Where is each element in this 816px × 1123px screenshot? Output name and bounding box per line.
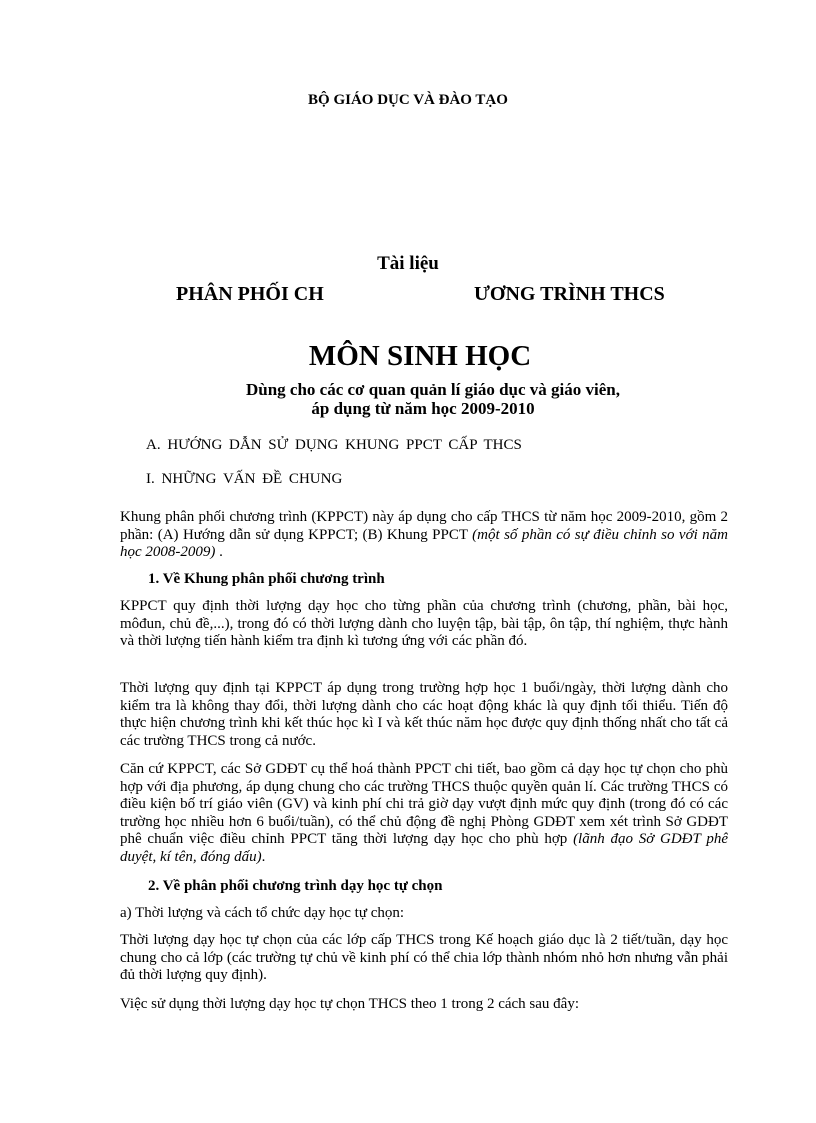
- subject-title: MÔN SINH HỌC: [308, 340, 532, 372]
- section-a-heading: A. HƯỚNG DẪN SỬ DỤNG KHUNG PPCT CẤP THCS: [146, 437, 522, 453]
- intro-note: (một số phần có sự điều chỉnh so với năm học 2008-2009): [120, 526, 728, 561]
- usage-line-2: áp dụng từ năm học 2009-2010: [311, 399, 535, 418]
- main-title-part1: PHÂN PHỐI CH: [176, 283, 324, 305]
- intro-end: .: [215, 544, 223, 561]
- ministry-header: BỘ GIÁO DỤC VÀ ĐÀO TẠO: [308, 92, 508, 108]
- intro-paragraph: [120, 509, 728, 562]
- section-i-heading: I. NHỮNG VẤN ĐỀ CHUNG: [146, 471, 343, 487]
- subsection-2-heading: 2. Về phân phối chương trình dạy học tự chọn: [148, 878, 443, 894]
- subsection-1-heading: 1. Về Khung phân phối chương trình: [148, 571, 385, 587]
- subsection-2-item-a: a) Thời lượng và cách tổ chức dạy học tự chọn:: [120, 905, 405, 921]
- intro-text: Khung phân phối chương trình (KPPCT) này áp dụng cho cấp THCS từ năm học 2009-2010, gồm 2 phần: (A) Hướng dẫn sử dụng KPPCT; (B) Khung PPCT: [120, 509, 728, 543]
- subsection-2-paragraph-1: Thời lượng dạy học tự chọn của các lớp cấp THCS trong Kế hoạch giáo dục là 2 tiết/tuần, dạy học chung cho cả lớp (các trường tự chủ về kinh phí có thể chia lớp thành nhóm nhỏ hơn nhưng vẫn phải đủ thời lượng quy định).: [120, 932, 728, 984]
- paragraph-3-end: .: [261, 848, 266, 865]
- main-title-part2: ƯƠNG TRÌNH THCS: [474, 283, 665, 305]
- subsection-1-paragraph-2: Thời lượng quy định tại KPPCT áp dụng trong trường hợp học 1 buổi/ngày, thời lượng dành cho kiểm tra là không thay đổi, thời lượng dành cho các hoạt động khác là quy định tối thiểu. Tiến độ thực hiện chương trình khi kết thúc học kì I và kết thúc năm học được quy định thống nhất cho tất cả các trường THCS trong cả nước.: [120, 680, 728, 749]
- document-label: Tài liệu: [377, 253, 439, 274]
- paragraph-3-note: (lãnh đạo Sở GDĐT phê duyệt, kí tên, đóng dấu): [120, 831, 728, 865]
- subsection-1-paragraph-1: KPPCT quy định thời lượng dạy học cho từng phần của chương trình (chương, phần, bài học, môđun, chủ đề,...), trong đó có thời lượng dành cho luyện tập, bài tập, ôn tập, thí nghiệm, thực hành và thời lượng tiến hành kiểm tra định kì tương ứng với các phần đó.: [120, 598, 728, 650]
- subsection-1-paragraph-3: [120, 761, 728, 867]
- paragraph-3-text: Căn cứ KPPCT, các Sở GDĐT cụ thể hoá thành PPCT chi tiết, bao gồm cả dạy học tự chọn cho phù hợp với địa phương, áp dụng chung cho các trường THCS thuộc quyền quản lí. Các trường THCS có điều kiện bố trí giáo viên (GV) và kinh phí chi trả giờ dạy vượt định mức quy định (trong đó có các trường học nhiều hơn 6 buổi/tuần), có thể chủ động đề nghị Phòng GDĐT xem xét trình Sở GDĐT phê chuẩn việc điều chỉnh PPCT tăng thời lượng dạy học cho phù hợp: [120, 761, 728, 848]
- usage-line-1: Dùng cho các cơ quan quản lí giáo dục và giáo viên,: [245, 380, 621, 399]
- subsection-2-paragraph-2: Việc sử dụng thời lượng dạy học tự chọn THCS theo 1 trong 2 cách sau đây:: [120, 996, 580, 1012]
